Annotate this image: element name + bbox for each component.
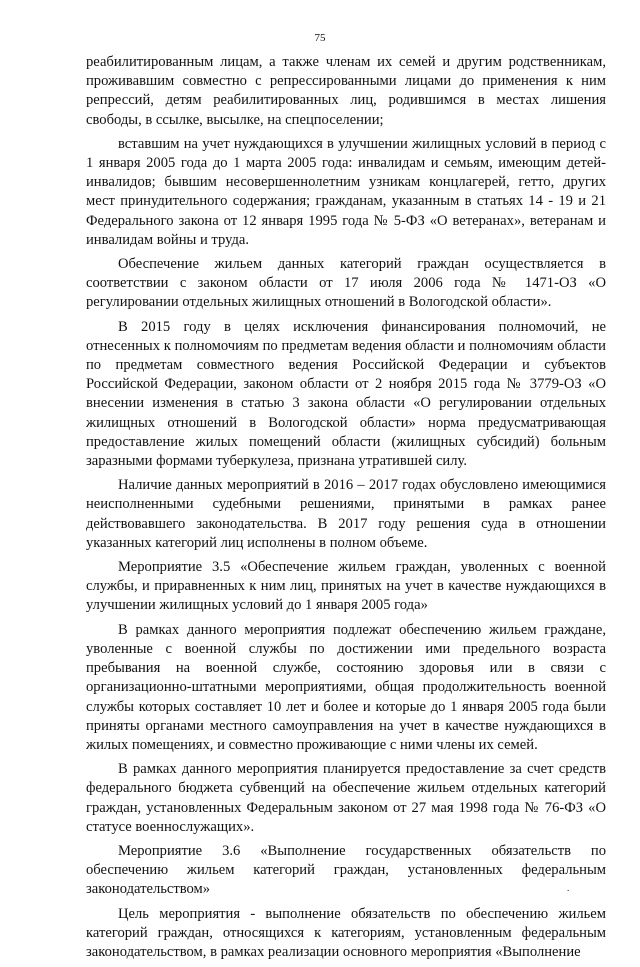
measure-3-5-heading: Мероприятие 3.5 «Обеспечение жильем граждан, уволенных с военной службы, и приравненных к ним лиц, принятых на учет в качестве нуждающихся в улучшении жилищных условий до 1 января 2005 года» [86, 559, 606, 614]
paragraph: Наличие данных мероприятий в 2016 – 2017 годах обусловлено имеющимися неисполненными судебными решениями, принятыми в рамках ранее действовавшего законодательства. В 2017 году решения суда в отношении указанных категорий лиц исполнены в полном объеме. [86, 477, 606, 551]
scan-mark: . [567, 883, 570, 893]
paragraph: В рамках данного мероприятия планируется предоставление за счет средств федерального бюджета субвенций на обеспечение жильем отдельных категорий граждан, установленных Федеральным законом от 27 мая 1998 года № 76-ФЗ «О статусе военнослужащих». [86, 761, 606, 835]
page-number: 75 [314, 32, 326, 44]
paragraph-continuation: реабилитированным лицам, а также членам их семей и другим родственникам, проживавшим совместно с репрессированными лицами до применения к ним репрессий, детям реабилитированных лиц, родившимся в местах лишения свободы, в ссылке, высылке, на спецпоселении; [86, 54, 606, 128]
document-body [86, 53, 606, 967]
paragraph: В рамках данного мероприятия подлежат обеспечению жильем граждане, уволенные с военной службы по достижении ими предельного возраста пребывания на военной службе, состоянию здоровья или в связи с организационно-штатными мероприятиями, общая продолжительность военной службы которых составляет 10 лет и более и которые до 1 января 2005 года были приняты органами местного самоуправления на учет в качестве нуждающихся в жилых помещениях, и совместно проживающие с ними члены их семей. [86, 621, 606, 753]
paragraph: Цель мероприятия - выполнение обязательств по обеспечению жильем категорий граждан, относящихся к категориям, установленным федеральным законодательством, в рамках реализации основного мероприятия «Выполнение [86, 905, 606, 960]
measure-3-6-heading: Мероприятие 3.6 «Выполнение государственных обязательств по обеспечению жильем категорий граждан, установленных федеральным законодательством» [86, 842, 606, 898]
paragraph: В 2015 году в целях исключения финансирования полномочий, не отнесенных к полномочиям по предметам ведения области и полномочиям области по предметам совместного ведения Российской Федерации и субъектов Российской Федерации, законом области от 2 ноября 2015 года № 3779-ОЗ «О внесении изменения в статью 3 закона области «О регулировании отдельных жилищных отношений в Вологодской области» норма предусматривающая предоставление жилых помещений области (жилищных субсидий) больным заразными формами туберкулеза, признана утратившей силу. [86, 318, 606, 470]
paragraph: Обеспечение жильем данных категорий граждан осуществляется в соответствии с законом области от 17 июля 2006 года № 1471-ОЗ «О регулировании отдельных жилищных отношений в Вологодской области». [86, 256, 606, 311]
paragraph: вставшим на учет нуждающихся в улучшении жилищных условий в период с 1 января 2005 года до 1 марта 2005 года: инвалидам и семьям, имеющим детей-инвалидов; бывшим несовершеннолетним узникам концлагерей, гетто, других мест принудительного содержания; гражданам, указанным в статьях 14 - 19 и 21 Федерального закона от 12 января 1995 года № 5-ФЗ «О ветеранах», ветеранам и инвалидам войны и труда. [86, 135, 606, 248]
